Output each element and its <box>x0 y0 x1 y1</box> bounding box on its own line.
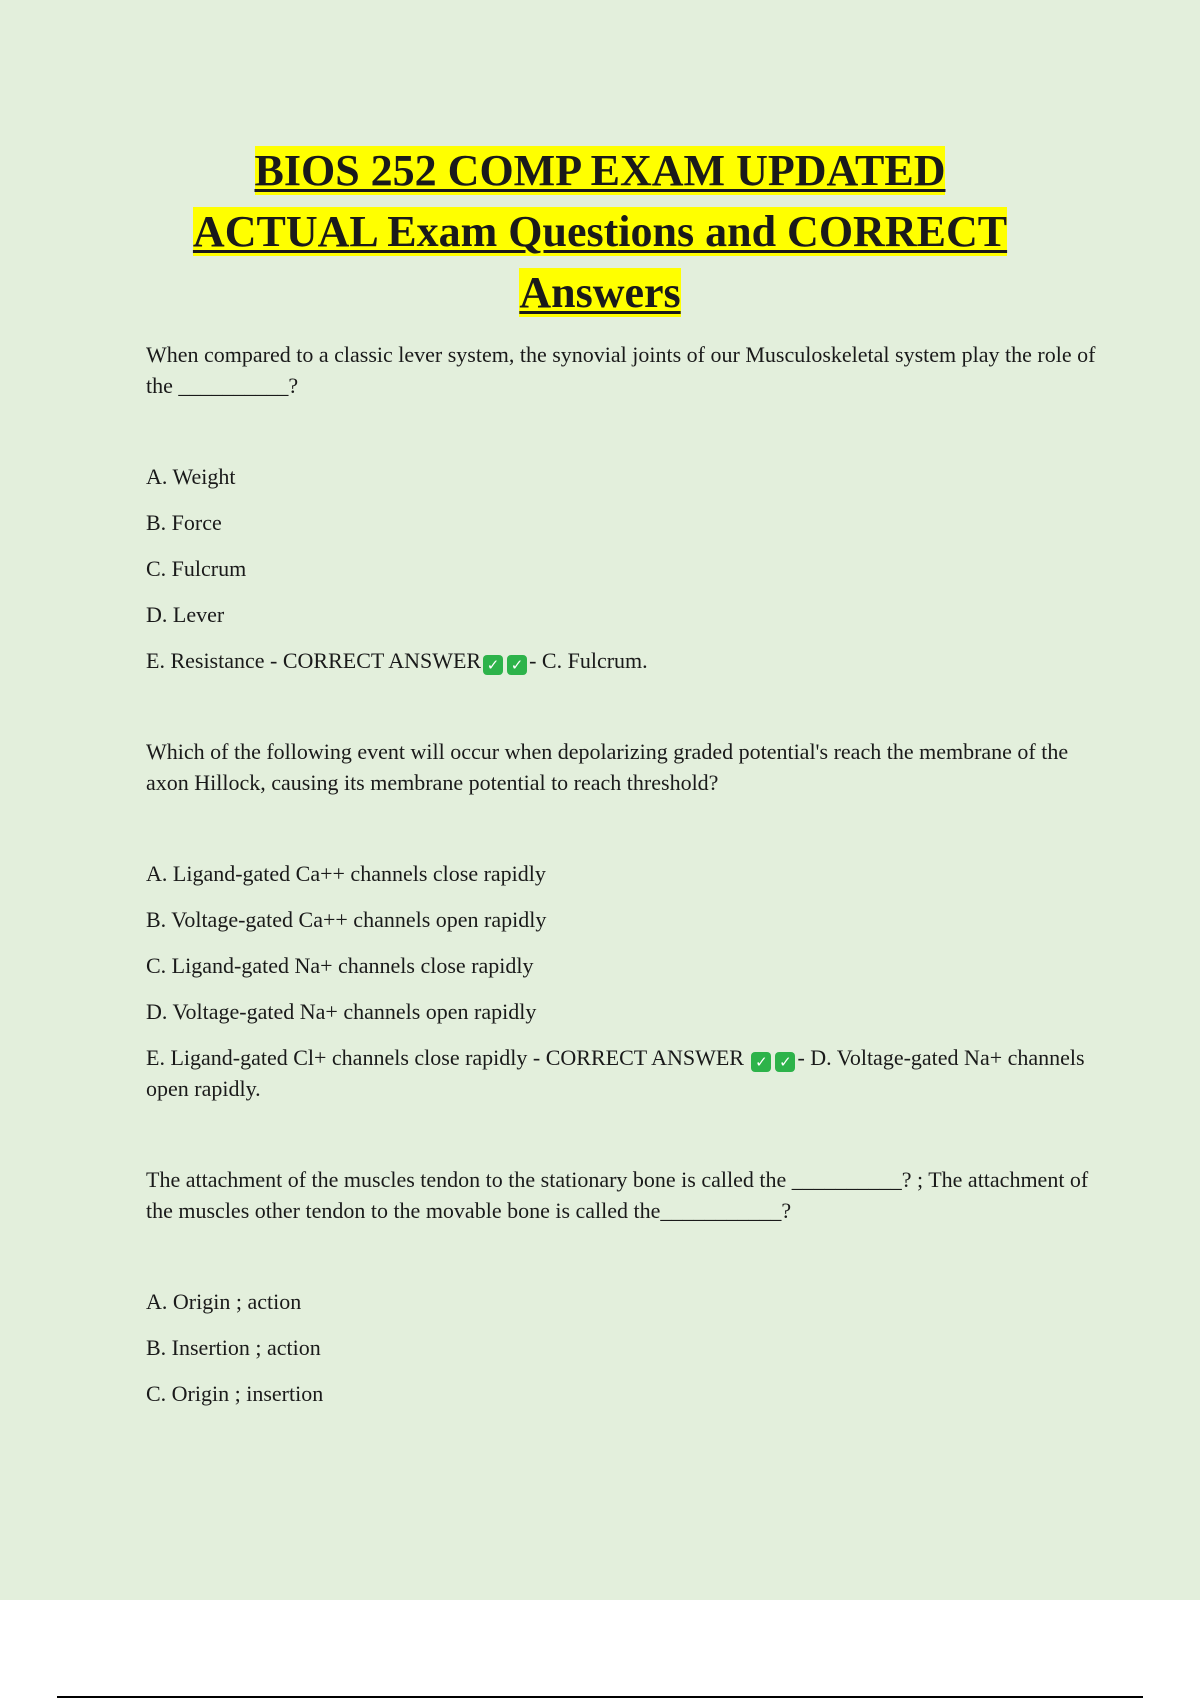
question-3 <box>146 1164 1096 1409</box>
check-icon: ✓ <box>483 655 503 675</box>
option-d: D. Lever <box>146 602 225 627</box>
answer-options <box>146 1286 1096 1409</box>
option-b: B. Insertion ; action <box>146 1335 321 1360</box>
option-e: E. Ligand-gated Cl+ channels close rapidly - CORRECT ANSWER <box>146 1045 744 1070</box>
questions-list <box>146 339 1096 1469</box>
question-text: Which of the following event will occur when depolarizing graded potential's reach the membrane of the axon Hillock, causing its membrane potential to reach threshold? <box>146 739 1069 795</box>
answer-options <box>146 461 1096 676</box>
answer-options <box>146 858 1096 1104</box>
title-line-1: BIOS 252 COMP EXAM UPDATED <box>254 146 946 195</box>
title-line-2: ACTUAL Exam Questions and CORRECT <box>192 207 1008 256</box>
check-icon: ✓ <box>751 1052 771 1072</box>
question-text: When compared to a classic lever system, the synovial joints of our Musculoskeletal system play the role of the __________? <box>146 342 1096 398</box>
option-c: C. Origin ; insertion <box>146 1381 324 1406</box>
option-e-with-answer <box>146 1042 1096 1104</box>
option-c: C. Fulcrum <box>146 556 247 581</box>
option-a: A. Origin ; action <box>146 1289 302 1314</box>
option-c: C. Ligand-gated Na+ channels close rapidly <box>146 953 534 978</box>
footer-divider <box>57 1696 1143 1698</box>
question-1 <box>146 339 1096 676</box>
option-e-with-answer <box>146 645 1096 676</box>
option-d: D. Voltage-gated Na+ channels open rapidly <box>146 999 537 1024</box>
option-a: A. Weight <box>146 464 236 489</box>
correct-answer: - D. Voltage-gated Na+ channels open rapidly. <box>146 1045 1085 1101</box>
option-b: B. Voltage-gated Ca++ channels open rapidly <box>146 907 547 932</box>
check-icon: ✓ <box>507 655 527 675</box>
correct-answer: - C. Fulcrum. <box>529 648 648 673</box>
option-a: A. Ligand-gated Ca++ channels close rapidly <box>146 861 546 886</box>
option-e: E. Resistance - CORRECT ANSWER <box>146 648 482 673</box>
question-text: The attachment of the muscles tendon to the stationary bone is called the __________? ; The attachment of the muscles other tendon to the movable bone is called the___________? <box>146 1167 1089 1223</box>
question-2 <box>146 736 1096 1104</box>
option-b: B. Force <box>146 510 222 535</box>
document-title <box>100 140 1100 323</box>
check-icon: ✓ <box>775 1052 795 1072</box>
title-line-3: Answers <box>519 268 681 317</box>
